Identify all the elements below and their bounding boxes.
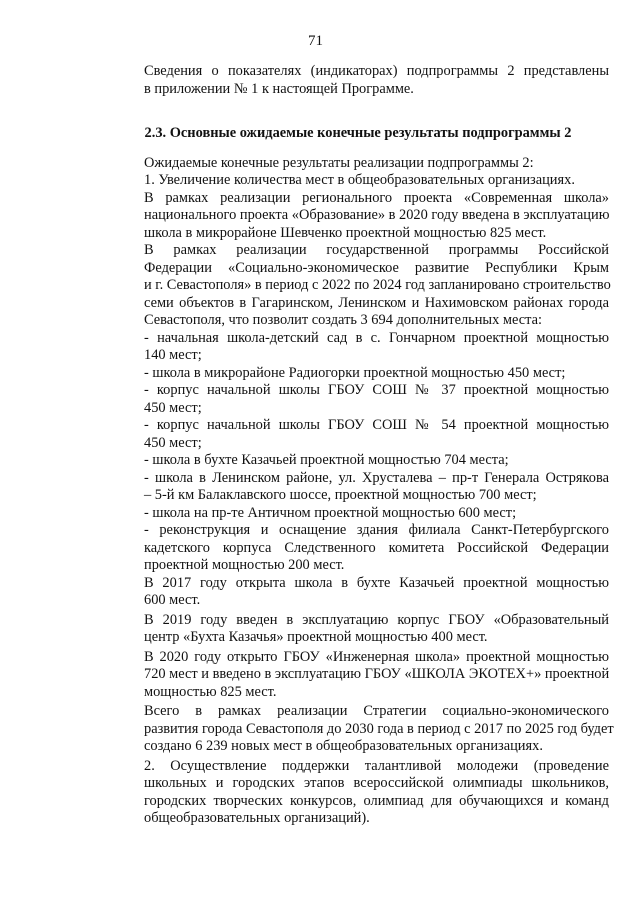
text-line: городских творческих конкурсов, олимпиад для обучающихся и команд	[144, 792, 609, 809]
list-item	[107, 505, 609, 523]
text-line: В 2019 году введен в эксплуатацию корпус ГБОУ «Образовательный	[144, 611, 609, 628]
text-line: - начальная школа-детский сад в с. Гончарном проектной мощностью	[144, 329, 609, 346]
list-item	[107, 470, 609, 505]
text-line: центр «Бухта Казачья» проектной мощностью 400 мест.	[144, 629, 488, 645]
text-line: школа в микрорайоне Шевченко проектной мощностью 825 мест.	[144, 224, 547, 241]
text-line: 1. Увеличение количества мест в общеобразовательных организациях.	[144, 172, 575, 188]
text-line: создано 6 239 новых мест в общеобразовательных организациях.	[144, 738, 543, 754]
text-line: В рамках реализации государственной программы Российской	[144, 242, 609, 258]
list-item	[107, 417, 609, 452]
paragraph	[107, 612, 609, 647]
paragraph	[107, 575, 609, 610]
text-line: в приложении № 1 к настоящей Программе.	[144, 80, 414, 97]
paragraph	[107, 190, 609, 243]
list-item	[107, 522, 609, 575]
page-number: 71	[308, 33, 323, 49]
text-line: кадетского корпуса Следственного комитета Российской Федерации	[144, 539, 609, 556]
text-line: 2. Осуществление поддержки талантливой молодежи (проведение	[144, 757, 609, 774]
intro-paragraph	[107, 63, 609, 98]
text-line: В рамках реализации регионального проекта «Современная школа»	[144, 189, 609, 206]
text-line: - корпус начальной школы ГБОУ СОШ № 37 проектной мощностью	[144, 382, 609, 398]
text-line: общеобразовательных организаций).	[144, 810, 370, 826]
text-line: - школа в микрорайоне Радиогорки проектной мощностью 450 мест;	[144, 364, 566, 381]
text-line: - корпус начальной школы ГБОУ СОШ № 54 проектной мощностью	[144, 417, 609, 433]
paragraph	[107, 703, 614, 756]
text-line: - реконструкция и оснащение здания филиала Санкт-Петербургского	[144, 522, 609, 538]
paragraph	[107, 155, 609, 173]
document-body	[107, 63, 614, 828]
text-line: школьных и городских этапов всероссийской олимпиады школьников,	[144, 775, 609, 791]
text-line: развития города Севастополя до 2030 года в период с 2017 по 2025 год будет	[144, 720, 614, 737]
section-heading: 2.3. Основные ожидаемые конечные результаты подпрограммы 2	[144, 125, 572, 141]
text-line: – 5-й км Балаклавского шоссе, проектной мощностью 700 мест;	[144, 487, 537, 503]
text-line: - школа в Ленинском районе, ул. Хрусталева – пр-т Генерала Острякова	[144, 469, 609, 486]
text-line: Всего в рамках реализации Стратегии социально-экономического	[144, 703, 609, 719]
text-line: 600 мест.	[144, 592, 201, 608]
list-item	[107, 382, 609, 417]
text-line: семи объектов в Гагаринском, Ленинском и Нахимовском районах города	[144, 294, 609, 311]
text-line: 450 мест;	[144, 399, 202, 416]
text-line: Севастополя, что позволит создать 3 694 дополнительных места:	[144, 312, 542, 328]
text-line: 140 мест;	[144, 347, 202, 363]
text-line: 450 мест;	[144, 434, 202, 451]
paragraph	[107, 649, 609, 702]
paragraph	[107, 172, 609, 190]
text-line: мощностью 825 мест.	[144, 683, 277, 700]
list-item	[107, 330, 609, 365]
text-line: В 2017 году открыта школа в бухте Казачьей проектной мощностью	[144, 574, 609, 591]
text-line: - школа в бухте Казачьей проектной мощностью 704 места;	[144, 452, 509, 468]
text-line: проектной мощностью 200 мест.	[144, 557, 345, 573]
paragraph	[107, 758, 609, 828]
list-item	[107, 452, 609, 470]
text-line: В 2020 году открыто ГБОУ «Инженерная школа» проектной мощностью	[144, 648, 609, 665]
text-line: 720 мест и введено в эксплуатацию ГБОУ «ШКОЛА ЭКОТЕХ+» проектной	[144, 666, 610, 682]
text-line: и г. Севастополя» в период с 2022 по 2024 год запланировано строительство	[144, 277, 611, 293]
text-line: - школа на пр-те Античном проектной мощностью 600 мест;	[144, 504, 517, 521]
paragraph	[107, 242, 609, 330]
text-line: Федерации «Социально-экономическое развитие Республики Крым	[144, 259, 609, 276]
text-line: Ожидаемые конечные результаты реализации подпрограммы 2:	[144, 154, 534, 171]
text-line: национального проекта «Образование» в 2020 году введена в эксплуатацию	[144, 207, 610, 223]
list-item	[107, 365, 609, 383]
text-line: Сведения о показателях (индикаторах) подпрограммы 2 представлены	[144, 63, 609, 79]
